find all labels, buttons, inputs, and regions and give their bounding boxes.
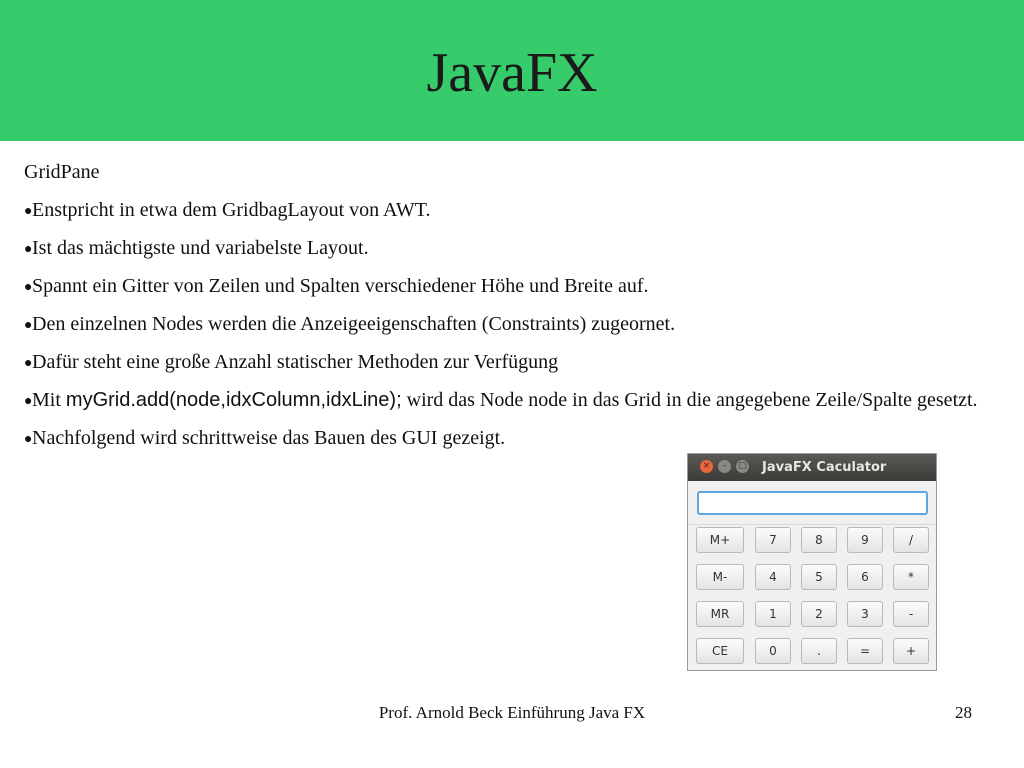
calc-key-button[interactable]: * xyxy=(893,564,929,590)
close-icon[interactable]: × xyxy=(700,460,713,473)
calc-key-button[interactable]: 8 xyxy=(801,527,837,553)
bullet-text: Den einzelnen Nodes werden die Anzeigeeigenschaften (Constraints) zugeornet. xyxy=(32,313,676,335)
calc-key-button[interactable]: = xyxy=(847,638,883,664)
bullet-text: Nachfolgend wird schrittweise das Bauen des GUI gezeigt. xyxy=(32,427,506,449)
bullet-icon: ● xyxy=(24,318,33,333)
calc-key-button[interactable]: 4 xyxy=(755,564,791,590)
bullet-text: Ist das mächtigste und variabelste Layout. xyxy=(32,237,369,259)
calc-key-button[interactable]: 0 xyxy=(755,638,791,664)
calculator-window xyxy=(687,453,937,671)
calculator-display-input[interactable] xyxy=(697,491,928,515)
calc-key-button[interactable]: . xyxy=(801,638,837,664)
bullet-suffix: wird das Node node in das Grid in die angegebene Zeile/Spalte gesetzt. xyxy=(401,389,978,411)
bullet-prefix: Mit xyxy=(32,389,66,411)
calc-key-button[interactable]: 6 xyxy=(847,564,883,590)
calc-key-button[interactable]: + xyxy=(893,638,929,664)
calc-key-button[interactable]: 3 xyxy=(847,601,883,627)
slide-content xyxy=(24,157,1024,461)
calc-key-button[interactable]: 9 xyxy=(847,527,883,553)
window-titlebar xyxy=(688,454,936,481)
slide-title: JavaFX xyxy=(426,42,598,104)
bullet-item-code xyxy=(24,385,1024,423)
window-title: JavaFX Caculator xyxy=(762,460,887,475)
calc-key-button[interactable]: 7 xyxy=(755,527,791,553)
bullet-icon: ● xyxy=(24,394,33,409)
calc-key-button[interactable]: 5 xyxy=(801,564,837,590)
calc-key-button[interactable]: 1 xyxy=(755,601,791,627)
minimize-icon[interactable]: – xyxy=(718,460,731,473)
calc-key-button[interactable]: 2 xyxy=(801,601,837,627)
bullet-icon: ● xyxy=(24,280,33,295)
bullet-text: Spannt ein Gitter von Zeilen und Spalten verschiedener Höhe und Breite auf. xyxy=(32,275,649,297)
bullet-icon: ● xyxy=(24,242,33,257)
bullet-item xyxy=(24,233,1024,271)
calc-key-button[interactable]: CE xyxy=(696,638,744,664)
heading: GridPane xyxy=(24,161,100,183)
title-bar-background xyxy=(0,0,1024,141)
bullet-item xyxy=(24,271,1024,309)
calc-key-button[interactable]: M- xyxy=(696,564,744,590)
footer-text: Prof. Arnold Beck Einführung Java FX xyxy=(378,703,646,722)
bullet-icon: ● xyxy=(24,204,33,219)
calc-key-button[interactable]: - xyxy=(893,601,929,627)
maximize-icon[interactable]: □ xyxy=(736,460,749,473)
page-number: 28 xyxy=(955,703,972,722)
bullet-icon: ● xyxy=(24,432,33,447)
bullet-item xyxy=(24,195,1024,233)
bullet-text: Enstpricht in etwa dem GridbagLayout von AWT. xyxy=(32,199,431,221)
bullet-item xyxy=(24,309,1024,347)
calc-key-button[interactable]: M+ xyxy=(696,527,744,553)
calc-key-button[interactable]: / xyxy=(893,527,929,553)
bullet-icon: ● xyxy=(24,356,33,371)
calc-key-button[interactable]: MR xyxy=(696,601,744,627)
divider xyxy=(688,524,936,525)
code-snippet: myGrid.add(node,idxColumn,idxLine); xyxy=(65,389,402,411)
bullet-item xyxy=(24,347,1024,385)
bullet-text: Dafür steht eine große Anzahl statischer Methoden zur Verfügung xyxy=(32,351,559,373)
